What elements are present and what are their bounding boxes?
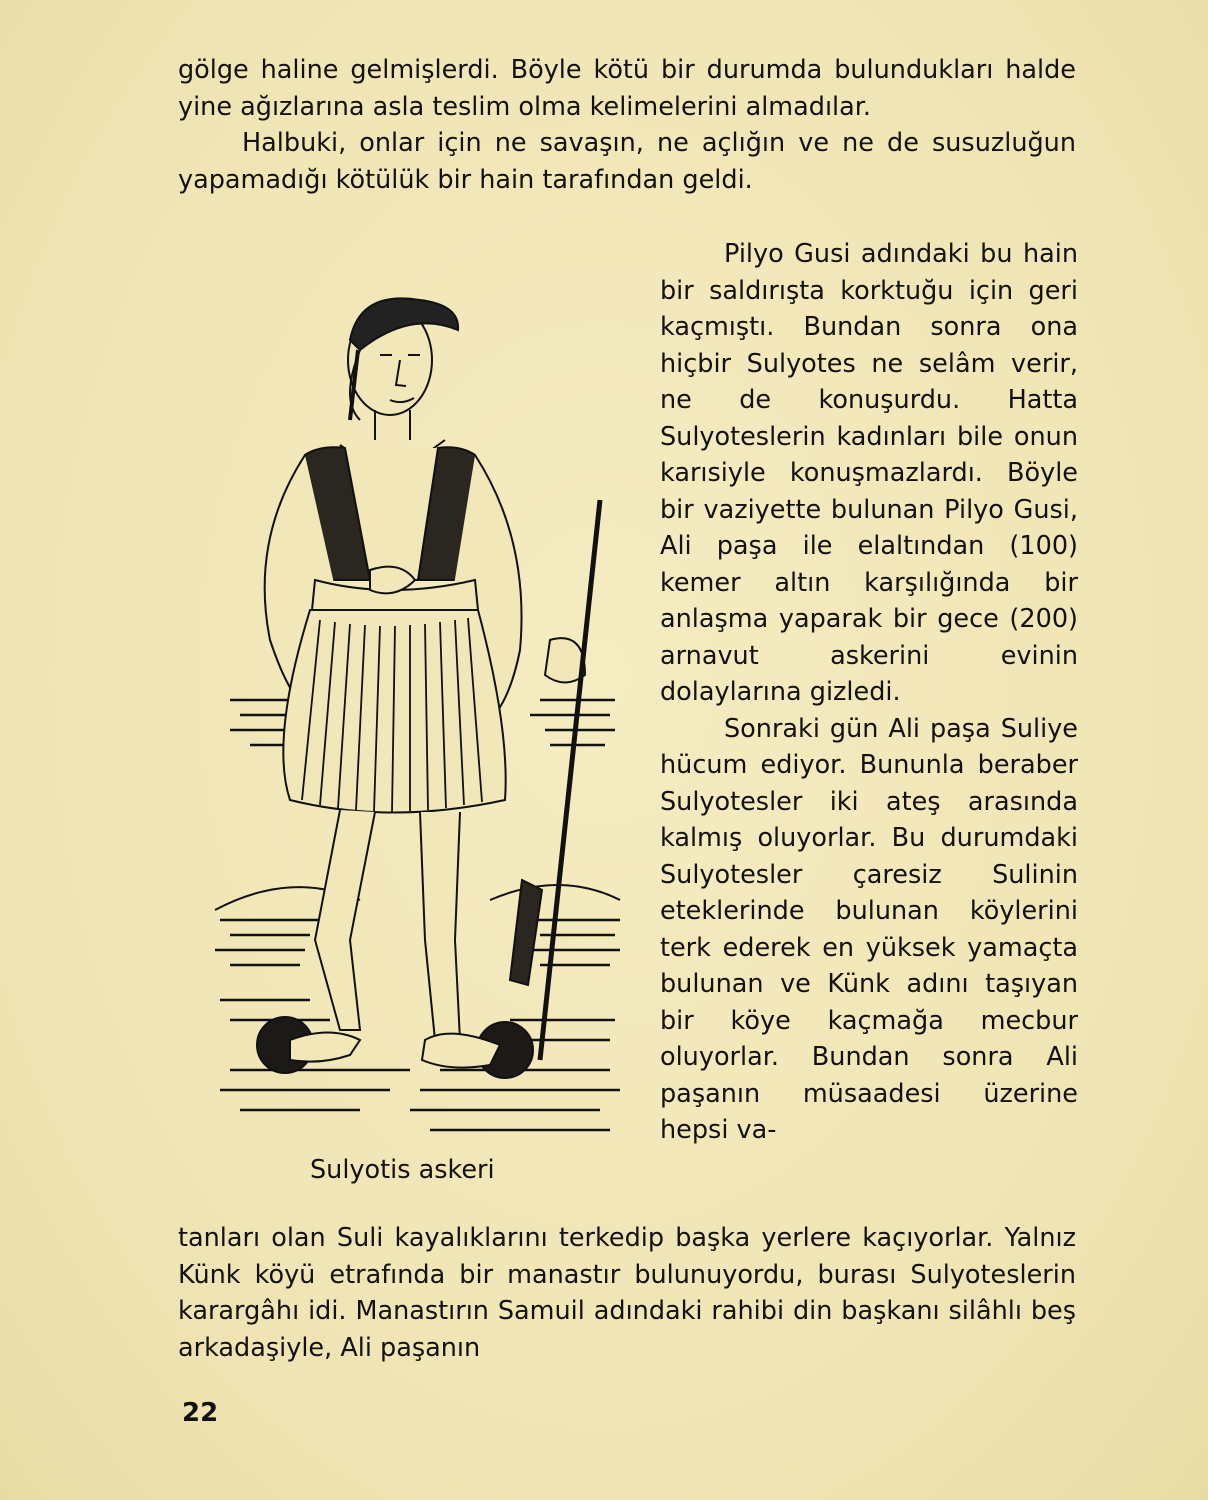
bottom-text-block [178, 1220, 1076, 1366]
top-paragraph: gölge haline gelmişlerdi. Böyle kötü bir durumda bulundukları halde yine ağızlarına asla teslim olma kelimelerini almadılar. [178, 55, 1076, 122]
column-paragraph-2: Sonraki gün Ali paşa Suliye hücum ediyor. Bununla beraber Sulyotesler iki ateş arasında kalmış oluyorlar. Bu durumdaki Sulyotesler çaresiz Sulinin eteklerinde bulunan köylerini terk ederek en yüksek yamaçta bulunan ve Künk adını taşıyan bir köye kaçmağa mecbur oluyorlar. Bundan sonra Ali paşanın müsaadesi üzerine hepsi va- [660, 713, 1078, 1145]
page-number: 22 [182, 1398, 219, 1428]
right-column-text [660, 236, 1078, 1149]
second-paragraph: Halbuki, onlar için ne savaşın, ne açlığın ve ne de susuzluğun yapamadığı kötülük bir hain tarafından geldi. [178, 128, 1076, 195]
figure-caption: Sulyotis askeri [310, 1155, 495, 1185]
bottom-paragraph: tanları olan Suli kayalıklarını terkedip başka yerlere kaçıyorlar. Yalnız Künk köyü etrafında bir manastır bulunuyordu, burası Sulyoteslerin karargâhı idi. Manastırın Samuil adındaki rahibi din başkanı silâhlı beş arkadaşiyle, Ali paşanın [178, 1223, 1076, 1363]
top-text-block [178, 52, 1076, 198]
column-paragraph-1: Pilyo Gusi adındaki bu hain bir saldırışta korktuğu için geri kaçmıştı. Bundan sonra ona hiçbir Sulyotes ne selâm verir, ne de konuşurdu. Hatta Sulyoteslerin kadınları bile onun karısiyle konuşmazlardı. Böyle bir vaziyette bulunan Pilyo Gusi, Ali paşa ile elaltından (100) kemer altın karşılığında bir anlaşma yaparak bir gece (200) arnavut askerini evinin dolaylarına gizledi. [660, 239, 1078, 707]
soldier-illustration [210, 280, 630, 1140]
